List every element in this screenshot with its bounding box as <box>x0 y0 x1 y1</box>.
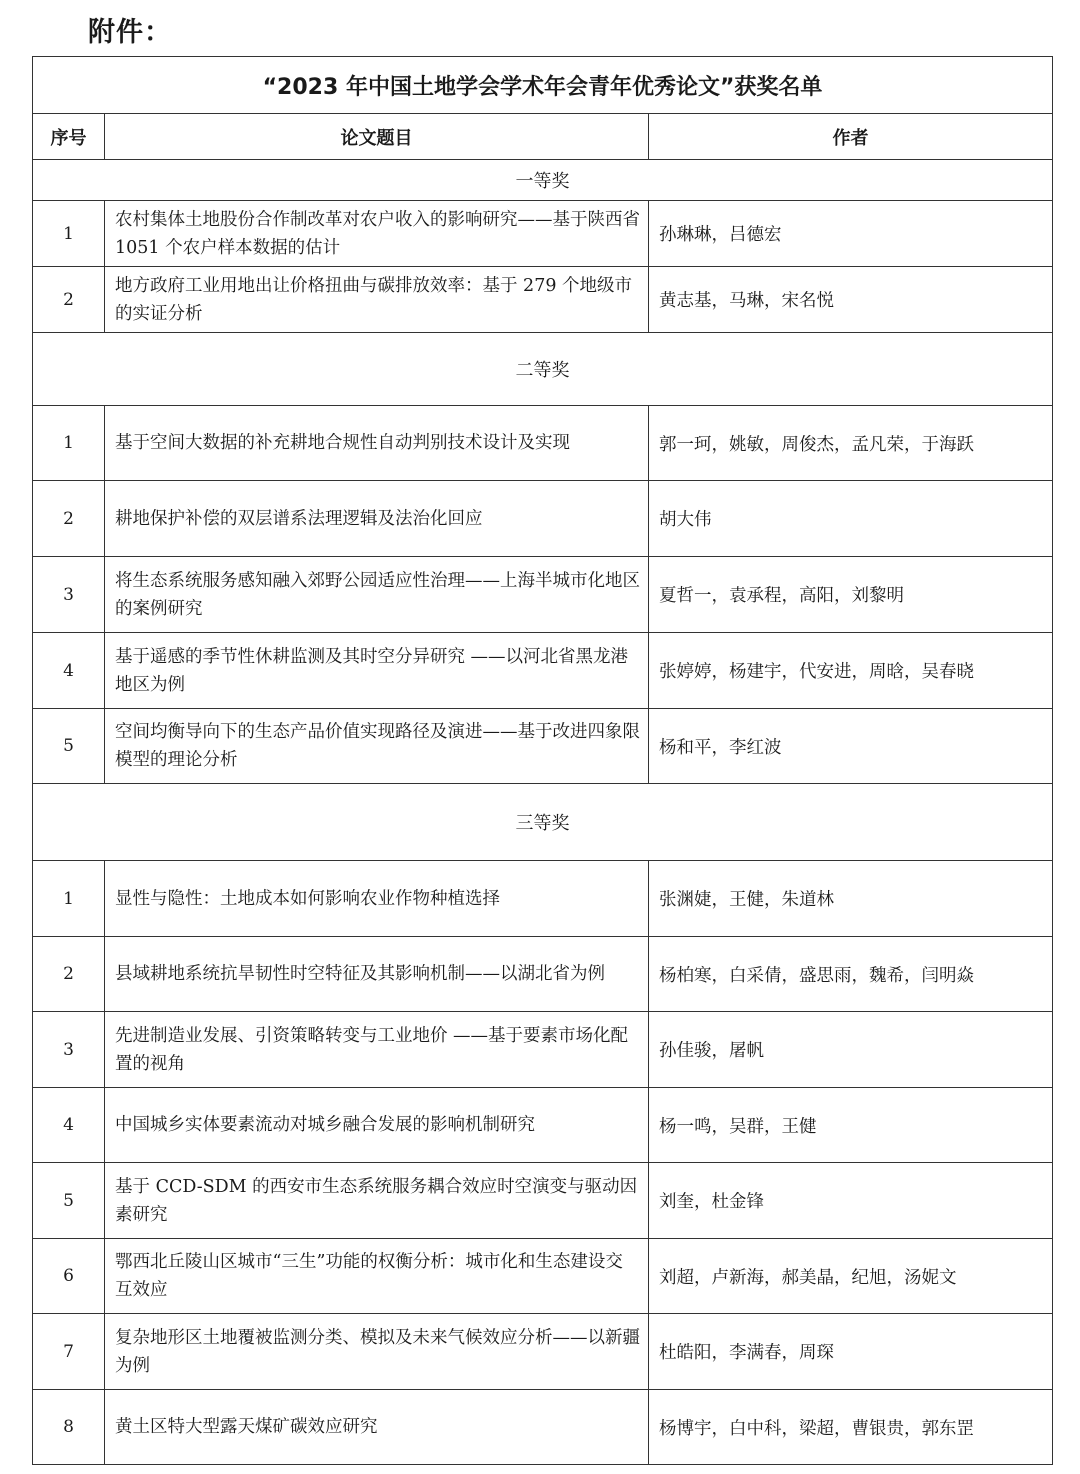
header-paper-title: 论文题目 <box>105 114 649 160</box>
row-authors: 郭一珂，姚敏，周俊杰，孟凡荣，于海跃 <box>649 406 1053 481</box>
row-authors: 刘奎，杜金锋 <box>649 1163 1053 1239</box>
section-row <box>33 160 1053 201</box>
header-authors: 作者 <box>649 114 1053 160</box>
row-authors: 夏哲一，袁承程，高阳，刘黎明 <box>649 557 1053 633</box>
table-row <box>33 481 1053 557</box>
table-row <box>33 1390 1053 1465</box>
section-heading: 三等奖 <box>33 784 1053 861</box>
paper-title: 县域耕地系统抗旱韧性时空特征及其影响机制——以湖北省为例 <box>105 937 649 1012</box>
row-index: 2 <box>33 937 105 1012</box>
paper-title: 基于遥感的季节性休耕监测及其时空分异研究 ——以河北省黑龙港地区为例 <box>105 633 649 709</box>
row-index: 1 <box>33 861 105 937</box>
row-authors: 孙佳骏，屠帆 <box>649 1012 1053 1088</box>
table-row <box>33 633 1053 709</box>
row-index: 7 <box>33 1314 105 1390</box>
row-index: 4 <box>33 1088 105 1163</box>
row-index: 5 <box>33 709 105 784</box>
table-row <box>33 709 1053 784</box>
row-authors: 孙琳琳，吕德宏 <box>649 201 1053 267</box>
row-authors: 黄志基，马琳，宋名悦 <box>649 267 1053 333</box>
table-row <box>33 1012 1053 1088</box>
section-heading: 一等奖 <box>33 160 1053 201</box>
paper-title: 耕地保护补偿的双层谱系法理逻辑及法治化回应 <box>105 481 649 557</box>
row-authors: 杨和平，李红波 <box>649 709 1053 784</box>
section-row <box>33 784 1053 861</box>
row-authors: 张渊婕，王健，朱道林 <box>649 861 1053 937</box>
row-index: 2 <box>33 267 105 333</box>
paper-title: 复杂地形区土地覆被监测分类、模拟及未来气候效应分析——以新疆为例 <box>105 1314 649 1390</box>
table-row <box>33 201 1053 267</box>
row-index: 5 <box>33 1163 105 1239</box>
paper-title: 显性与隐性：土地成本如何影响农业作物种植选择 <box>105 861 649 937</box>
attachment-label: 附件： <box>88 17 172 48</box>
table-row <box>33 861 1053 937</box>
paper-title: 黄土区特大型露天煤矿碳效应研究 <box>105 1390 649 1465</box>
table-row <box>33 1163 1053 1239</box>
row-index: 2 <box>33 481 105 557</box>
row-authors: 杨博宇，白中科，梁超，曹银贵，郭东罡 <box>649 1390 1053 1465</box>
paper-title: 基于 CCD-SDM 的西安市生态系统服务耦合效应时空演变与驱动因素研究 <box>105 1163 649 1239</box>
row-authors: 杨柏寒，白采倩，盛思雨，魏希，闫明焱 <box>649 937 1053 1012</box>
paper-title: 鄂西北丘陵山区城市“三生”功能的权衡分析：城市化和生态建设交互效应 <box>105 1239 649 1314</box>
row-index: 3 <box>33 1012 105 1088</box>
row-index: 1 <box>33 406 105 481</box>
row-authors: 胡大伟 <box>649 481 1053 557</box>
row-index: 1 <box>33 201 105 267</box>
table-row <box>33 1239 1053 1314</box>
table-row <box>33 557 1053 633</box>
table-row <box>33 406 1053 481</box>
award-table <box>32 56 1053 1465</box>
paper-title: 基于空间大数据的补充耕地合规性自动判别技术设计及实现 <box>105 406 649 481</box>
header-index: 序号 <box>33 114 105 160</box>
table-title: “2023 年中国土地学会学术年会青年优秀论文”获奖名单 <box>33 57 1053 114</box>
paper-title: 先进制造业发展、引资策略转变与工业地价 ——基于要素市场化配置的视角 <box>105 1012 649 1088</box>
row-authors: 张婷婷，杨建宇，代安进，周晗，吴春晓 <box>649 633 1053 709</box>
section-heading: 二等奖 <box>33 333 1053 406</box>
row-index: 4 <box>33 633 105 709</box>
table-row <box>33 937 1053 1012</box>
row-authors: 杨一鸣，吴群，王健 <box>649 1088 1053 1163</box>
row-authors: 杜皓阳，李满春，周琛 <box>649 1314 1053 1390</box>
paper-title: 地方政府工业用地出让价格扭曲与碳排放效率：基于 279 个地级市的实证分析 <box>105 267 649 333</box>
table-row <box>33 267 1053 333</box>
section-row <box>33 333 1053 406</box>
paper-title: 将生态系统服务感知融入郊野公园适应性治理——上海半城市化地区的案例研究 <box>105 557 649 633</box>
row-index: 3 <box>33 557 105 633</box>
row-index: 8 <box>33 1390 105 1465</box>
paper-title: 农村集体土地股份合作制改革对农户收入的影响研究——基于陕西省 1051 个农户样本数据的估计 <box>105 201 649 267</box>
table-row <box>33 1088 1053 1163</box>
row-authors: 刘超，卢新海，郝美晶，纪旭，汤妮文 <box>649 1239 1053 1314</box>
table-row <box>33 1314 1053 1390</box>
title-row <box>33 57 1053 114</box>
paper-title: 空间均衡导向下的生态产品价值实现路径及演进——基于改进四象限模型的理论分析 <box>105 709 649 784</box>
row-index: 6 <box>33 1239 105 1314</box>
paper-title: 中国城乡实体要素流动对城乡融合发展的影响机制研究 <box>105 1088 649 1163</box>
header-row <box>33 114 1053 160</box>
